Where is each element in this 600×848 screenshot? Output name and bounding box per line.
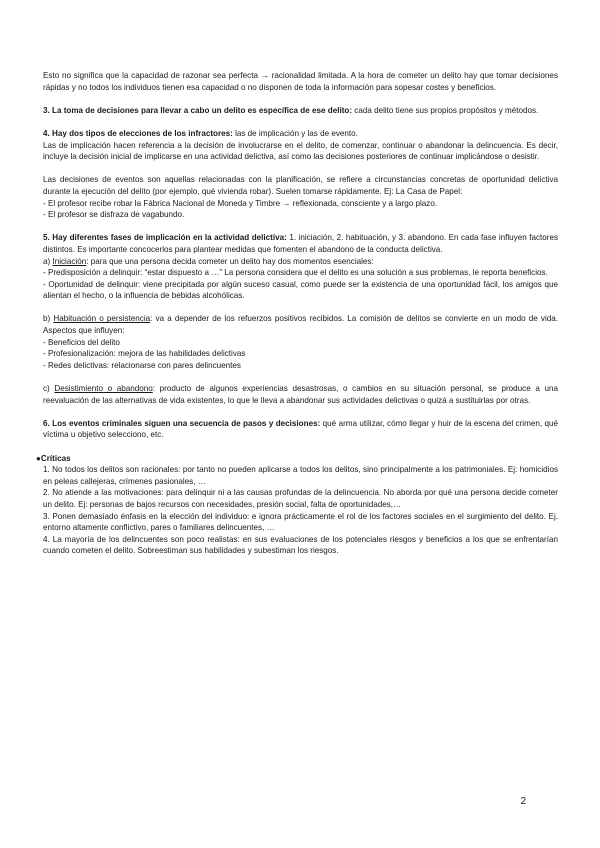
- section-6: [43, 418, 558, 441]
- section-5a-list-item: - Oportunidad de delinquir: viene precipitada por algún suceso casual, como puede ser la existencia de una oportunidad fácil, los amigos que alientan el hecho, o la influencia de bebidas alcohólicas.: [43, 279, 558, 301]
- section-5b: [43, 313, 558, 336]
- section-5b-term: Habituación o persistencia: [53, 314, 151, 324]
- section-5-heading: 5. Hay diferentes fases de implicación en la actividad delictiva:: [43, 233, 287, 243]
- section-5b-prefix: b): [43, 314, 54, 324]
- criticas-heading: ●Críticas: [36, 453, 71, 463]
- critica-item: 1. No todos los delitos son racionales: por tanto no pueden aplicarse a todos los delitos, sino principalmente a los patrimoniales. Ej: homicidios en peleas callejeras, crímenes pasionales, …: [43, 465, 558, 486]
- section-4-heading: 4. Hay dos tipos de elecciones de los infractores:: [43, 128, 233, 138]
- section-3: [43, 105, 558, 117]
- section-5c: [43, 383, 558, 406]
- document-body: [36, 70, 559, 557]
- section-4-paragraph-2: Las decisiones de eventos son aquellas relacionadas con la planificación, se refiere a circunstancias concretas de oportunidad delictiva durante la ejecución del delito (por ejemplo, qué vivienda robar). Suelen tomarse rápidamente. Ej: La Casa de Papel:: [43, 175, 558, 196]
- section-6-text: qué arma utilizar, cómo llegar y huir de la escena del crimen, qué víctima u objetivo selecciono, etc.: [43, 418, 558, 440]
- section-4: [43, 128, 558, 140]
- section-5a-term: Iniciación: [52, 256, 87, 266]
- section-4-text: las de implicación y las de evento.: [232, 128, 358, 138]
- critica-item: 4. La mayoría de los delincuentes son poco realistas: en sus evaluaciones de los potenciales riesgos y beneficios a los que se enfrentarían cuando cometen el delito. Sobreestiman sus habilidades y subestiman los riesgos.: [43, 534, 558, 556]
- section-4-list-item: - El profesor se disfraza de vagabundo.: [43, 210, 185, 220]
- critica-item: 2. No atiende a las motivaciones: para delinquir ni a las causas profundas de la delincuencia. No aborda por qué una persona decide cometer un delito. Ej: personas de bajos recursos con necesidades, presión social, falta de oportunidades,…: [43, 488, 558, 509]
- section-5c-prefix: c): [43, 384, 55, 394]
- section-5a-text: : para que una persona decida cometer un delito hay dos momentos esenciales:: [86, 256, 374, 266]
- section-5a-prefix: a): [43, 256, 53, 266]
- section-3-heading: 3. La toma de decisiones para llevar a cabo un delito es específica de ese delito:: [43, 105, 353, 115]
- critica-item: 3. Ponen demasiado énfasis en la elección del individuo: e ignora prácticamente el rol de los factores sociales en el surgimiento del delito. Ej. entorno altamente conflictivo, pares o familiares delincuentes, …: [43, 511, 558, 533]
- section-5c-term: Desistimiento o abandono: [54, 384, 153, 394]
- section-5a-list-item: - Predisposición a delinquir: “estar dispuesto a …” La persona considera que el delito es una solución a sus problemas, le reporta beneficios.: [43, 268, 548, 278]
- section-4-paragraph-1: Las de implicación hacen referencia a la decisión de involucrarse en el delito, de comenzar, continuar o abandonar la delincuencia. Es decir, incluye la decisión inicial de implicarse en una actividad delictiva, así como las decisiones posteriores de continuar implicándose o desistir.: [43, 140, 558, 162]
- section-5: [43, 232, 558, 255]
- page-number: 2: [520, 796, 526, 807]
- section-5a: [43, 256, 558, 268]
- section-5b-list-item: - Beneficios del delito: [43, 337, 120, 347]
- section-5-text: 1. iniciación, 2. habituación, y 3. abandono. En cada fase influyen factores distintos. Es importante concocerlos para plantear medidas que fomenten el abandono de la conducta delictiva.: [43, 233, 559, 254]
- section-5b-list-item: - Profesionalización: mejora de las habilidades delictivas: [43, 349, 246, 359]
- section-5b-list-item: - Redes delictivas: relacionarse con pares delincuentes: [43, 360, 241, 370]
- section-5b-text: : va a depender de los refuerzos positivos recibidos. La comisión de delitos se convierte en un modo de vida. Aspectos que influyen:: [43, 314, 558, 336]
- section-5c-text: : producto de algunos experiencias desastrosas, o cambios en su situación personal, se produce a una reevaluación de las alternativas de vida existentes, lo que le lleva a abandonar sus actividades delictivas o quizá a sustituirlas por otras.: [43, 384, 558, 405]
- section-4-list-item: - El profesor recibe robar la Fábrica Nacional de Moneda y Timbre → reflexionada, consciente y a largo plazo.: [43, 198, 438, 208]
- section-3-text: cada delito tiene sus propios propósitos y métodos.: [352, 105, 539, 115]
- section-6-heading: 6. Los eventos criminales siguen una secuencia de pasos y decisiones:: [43, 418, 321, 428]
- intro-paragraph: Esto no significa que la capacidad de razonar sea perfecta → racionalidad limitada. A la hora de cometer un delito hay que tomar decisiones rápidas y no todos los individuos tienen esa capacidad o no disponen de toda la información para sopesar costes y beneficios.: [43, 71, 558, 92]
